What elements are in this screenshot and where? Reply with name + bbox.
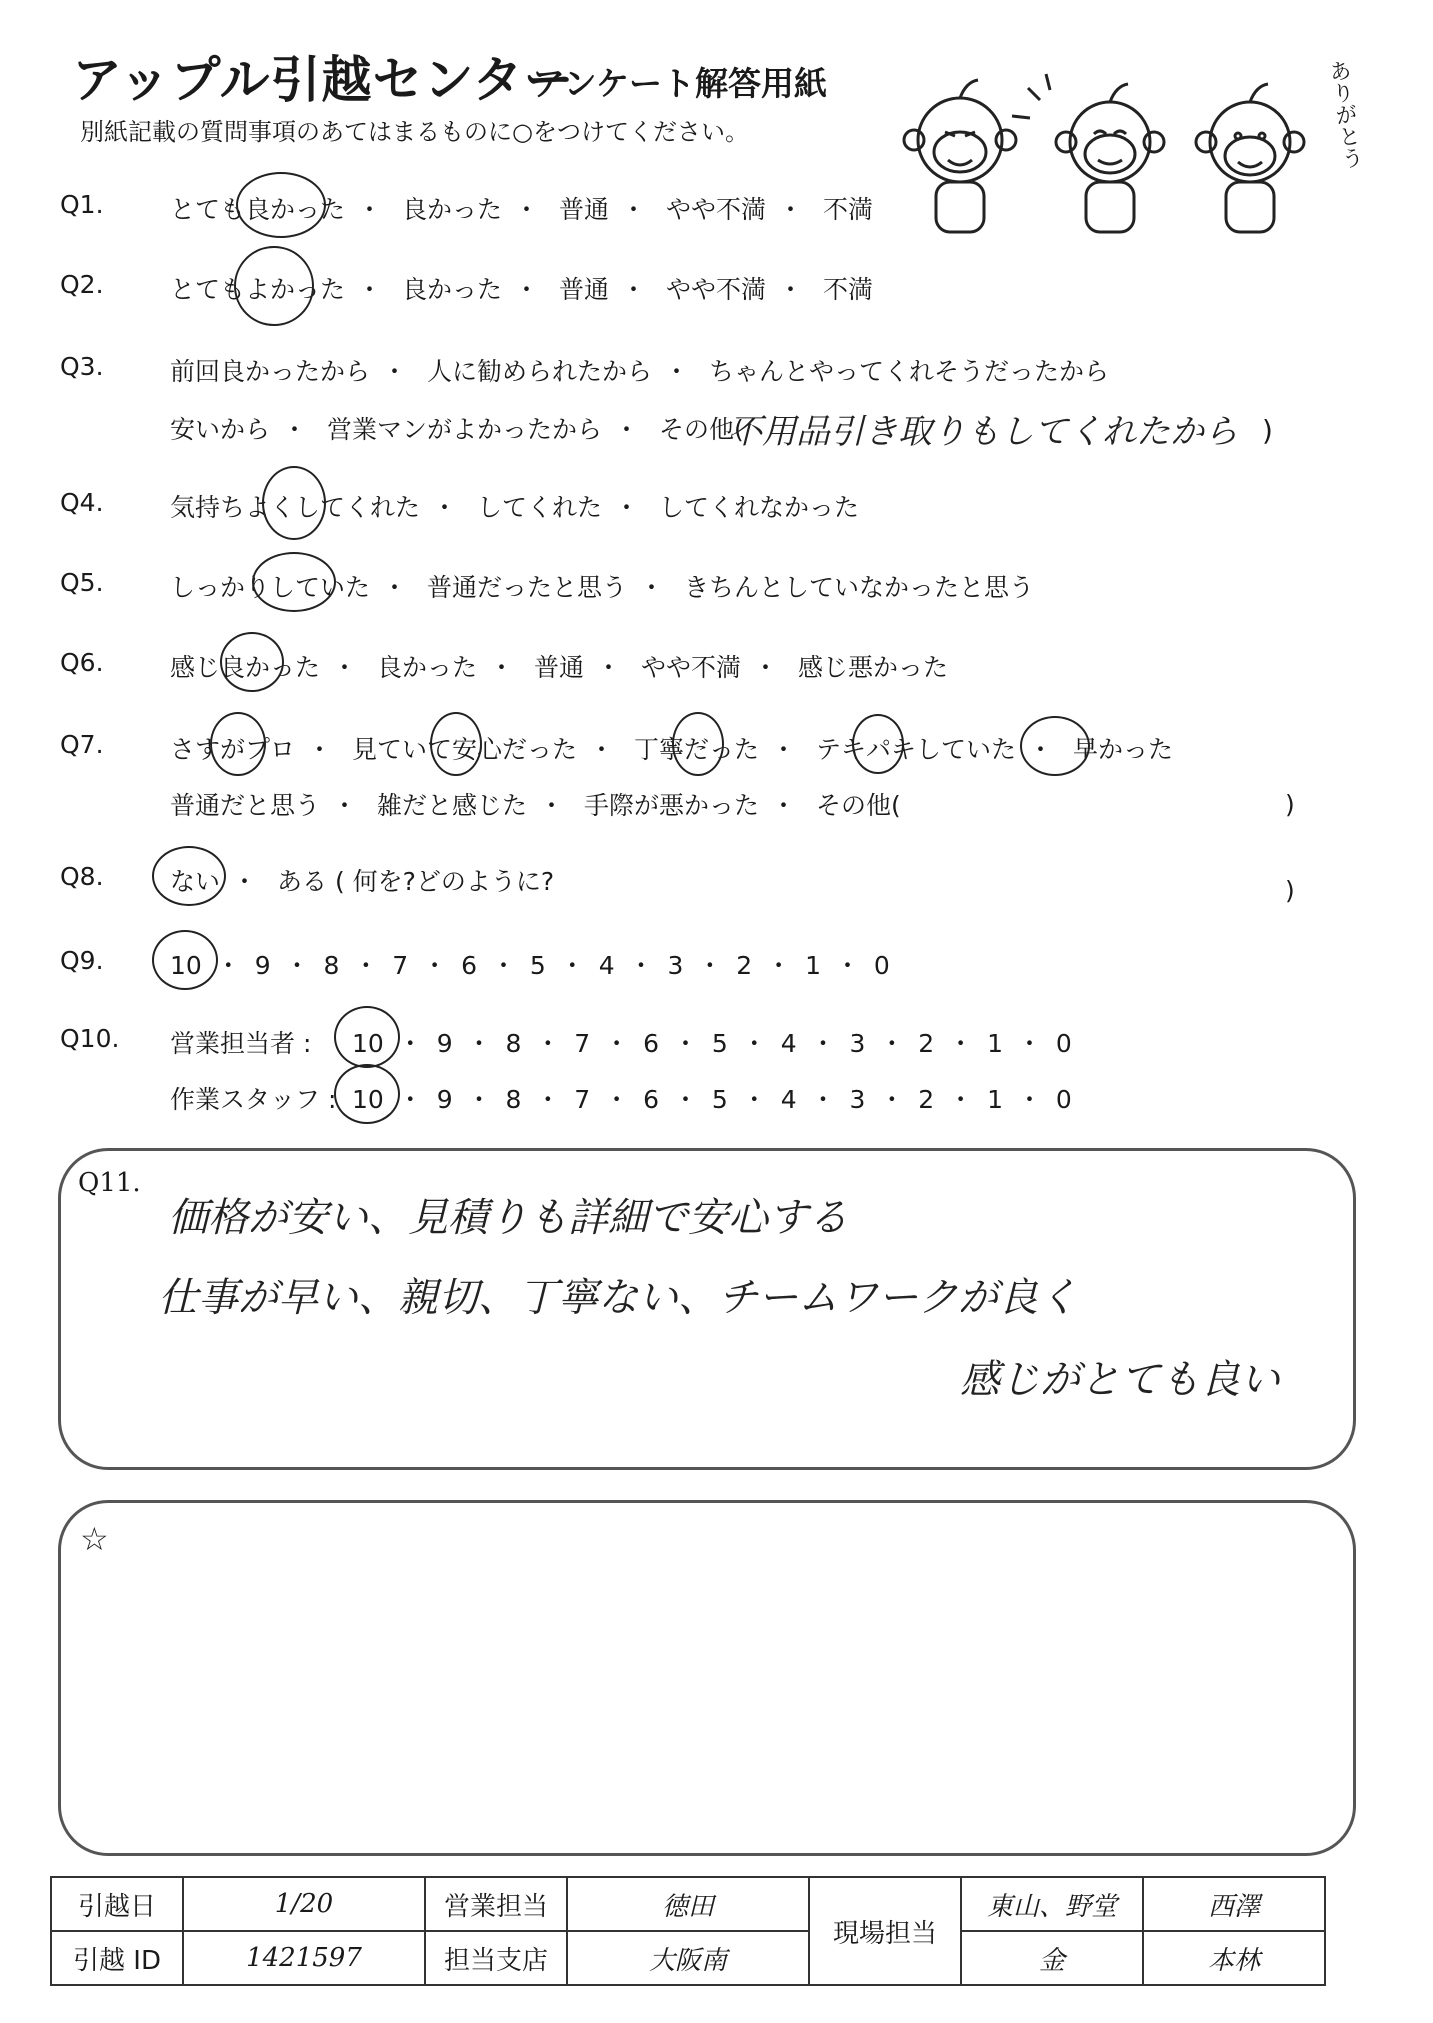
mascot-caption: ありがとう — [1324, 58, 1365, 171]
q2-answer-circle — [234, 246, 314, 326]
q1-label: Q1. — [60, 190, 104, 219]
q8-label: Q8. — [60, 862, 104, 891]
move-info-table — [50, 1876, 1326, 1986]
q7-option-9[interactable]: その他( — [815, 791, 901, 820]
q2-option-2[interactable]: 良かった — [401, 275, 502, 304]
q3-options-row1: 前回良かったから ・ 人に勧められたから ・ ちゃんとやってくれそうだったから — [170, 357, 1109, 386]
q8-option-1[interactable]: ない — [170, 867, 221, 896]
q6-label: Q6. — [60, 648, 104, 677]
q7-answer-circle-2 — [430, 712, 482, 776]
q4-option-2[interactable]: してくれた — [476, 493, 602, 522]
branch-label: 担当支店 — [425, 1931, 567, 1985]
q11-comment-line-1: 価格が安い、見積りも詳細で安心する — [168, 1195, 848, 1241]
q6-option-5[interactable]: 感じ悪かった — [797, 653, 948, 682]
move-date-label: 引越日 — [51, 1877, 183, 1931]
instruction-text: 別紙記載の質問事項のあてはまるものに○をつけてください。 — [80, 118, 749, 146]
q1-answer-circle — [236, 172, 326, 238]
q7-option-2[interactable]: 見ていて安心だった — [351, 735, 577, 764]
q9-label: Q9. — [60, 946, 104, 975]
site-staff-name-1: 東山 — [986, 1891, 1039, 1922]
q1-option-5[interactable]: 不満 — [822, 195, 873, 224]
q6-option-1[interactable]: 感じ良かった — [170, 653, 321, 682]
q4-option-3[interactable]: してくれなかった — [658, 493, 859, 522]
q6-option-2[interactable]: 良かった — [376, 653, 477, 682]
q7-option-5[interactable]: 早かった — [1072, 735, 1173, 764]
q7-option-1[interactable]: さすがプロ — [170, 735, 296, 764]
q7-option-4[interactable]: テキパキしていた — [815, 735, 1016, 764]
q3-other-close: ) — [1262, 414, 1273, 447]
q6-option-4[interactable]: やや不満 — [640, 653, 741, 682]
q5-option-1[interactable]: しっかりしていた — [170, 573, 371, 602]
q4-option-1[interactable]: 気持ちよくしてくれた — [170, 493, 421, 522]
q2-option-1[interactable]: とてもよかった — [170, 275, 346, 304]
q4-answer-circle — [262, 466, 326, 540]
q1-option-2[interactable]: 良かった — [401, 195, 502, 224]
q5-option-3[interactable]: きちんとしていなかったと思う — [683, 573, 1034, 602]
q2-option-5[interactable]: 不満 — [822, 275, 873, 304]
q7-option-3[interactable]: 丁寧だった — [633, 735, 759, 764]
q5-label: Q5. — [60, 568, 104, 597]
q8-option-3: ( 何を?どのように? — [334, 867, 555, 896]
q3-options-row2: 安いから ・ 営業マンがよかったから ・ その他( — [170, 415, 744, 444]
move-date-value[interactable]: 1/20 — [183, 1877, 425, 1931]
site-staff-name-2: 野堂 — [1065, 1891, 1118, 1922]
q8-option-2[interactable]: ある — [276, 867, 327, 896]
q3-option-4[interactable]: 安いから — [170, 415, 271, 444]
q2-options: とてもよかった ・ 良かった ・ 普通 ・ やや不満 ・ 不満 — [170, 275, 873, 304]
q7-answer-circle-3 — [672, 712, 724, 776]
site-staff-label: 現場担当 — [809, 1877, 961, 1985]
q7-answer-circle-5 — [1020, 716, 1090, 776]
q7-option-7[interactable]: 雑だと感じた — [376, 791, 527, 820]
q2-option-4[interactable]: やや不満 — [665, 275, 766, 304]
q5-option-2[interactable]: 普通だったと思う — [426, 573, 627, 602]
q1-option-4[interactable]: やや不満 — [665, 195, 766, 224]
q1-option-1[interactable]: とても良かった — [170, 195, 346, 224]
q7-option-6[interactable]: 普通だと思う — [170, 791, 321, 820]
q5-options: しっかりしていた ・ 普通だったと思う ・ きちんとしていなかったと思う — [170, 573, 1034, 602]
q10-staff-scale[interactable]: 10 ・ 9 ・ 8 ・ 7 ・ 6 ・ 5 ・ 4 ・ 3 ・ 2 ・ 1 ・ 0 — [352, 1085, 1072, 1114]
star-icon: ☆ — [80, 1520, 109, 1558]
site-staff-5[interactable]: 本林 — [1143, 1931, 1325, 1985]
site-staff-3[interactable]: 西澤 — [1143, 1877, 1325, 1931]
q9-answer-circle — [152, 930, 218, 990]
q10-sales-scale[interactable]: 10 ・ 9 ・ 8 ・ 7 ・ 6 ・ 5 ・ 4 ・ 3 ・ 2 ・ 1 ・ 0 — [352, 1029, 1072, 1058]
q10-sales-label: 営業担当者 : — [170, 1029, 312, 1058]
q5-answer-circle — [252, 552, 336, 612]
q8-answer-circle — [152, 846, 226, 906]
q10-sales-answer-circle — [334, 1006, 400, 1068]
q3-other-answer[interactable]: 不用品引き取りもしてくれたから — [728, 412, 1238, 452]
q7-answer-circle-4 — [852, 714, 904, 774]
q6-answer-circle — [220, 632, 284, 692]
branch-value[interactable]: 大阪南 — [567, 1931, 809, 1985]
q1-options: とても良かった ・ 良かった ・ 普通 ・ やや不満 ・ 不満 — [170, 195, 873, 224]
q7-answer-circle-1 — [210, 712, 266, 776]
form-subtitle: アンケート解答用紙 — [532, 64, 828, 103]
q11-comment-line-3: 感じがとても良い — [960, 1357, 1280, 1403]
monkey-mascots-illustration — [890, 60, 1350, 240]
move-id-value[interactable]: 1421597 — [183, 1931, 425, 1985]
q3-option-3[interactable]: ちゃんとやってくれそうだったから — [708, 357, 1109, 386]
form-title: アップル引越センター — [72, 51, 575, 109]
q6-options: 感じ良かった ・ 良かった ・ 普通 ・ やや不満 ・ 感じ悪かった — [170, 653, 948, 682]
q3-option-6[interactable]: その他( — [658, 415, 744, 444]
q7-options-row1: さすがプロ ・ 見ていて安心だった ・ 丁寧だった ・ テキパキしていた ・ 早かった — [170, 735, 1173, 764]
free-comment-box[interactable] — [58, 1500, 1356, 1856]
q3-option-5[interactable]: 営業マンがよかったから — [326, 415, 602, 444]
q6-option-3[interactable]: 普通 — [533, 653, 584, 682]
q4-label: Q4. — [60, 488, 104, 517]
move-id-label: 引越 ID — [51, 1931, 183, 1985]
site-staff-1[interactable]: 東山、野堂 — [961, 1877, 1143, 1931]
q10-staff-label: 作業スタッフ : — [170, 1085, 337, 1114]
sales-staff-label: 営業担当 — [425, 1877, 567, 1931]
q2-option-3[interactable]: 普通 — [558, 275, 609, 304]
q3-option-1[interactable]: 前回良かったから — [170, 357, 371, 386]
q9-scale[interactable]: 10 ・ 9 ・ 8 ・ 7 ・ 6 ・ 5 ・ 4 ・ 3 ・ 2 ・ 1 ・ 0 — [170, 951, 890, 980]
site-staff-4[interactable]: 金 — [961, 1931, 1143, 1985]
q1-option-3[interactable]: 普通 — [558, 195, 609, 224]
q11-label: Q11. — [78, 1168, 141, 1198]
q3-label: Q3. — [60, 352, 104, 381]
q4-options: 気持ちよくしてくれた ・ してくれた ・ してくれなかった — [170, 493, 859, 522]
q8-options: ない ・ ある ( 何を?どのように? — [170, 867, 555, 896]
q7-other-close: ) — [1285, 790, 1295, 819]
q2-label: Q2. — [60, 270, 104, 299]
q7-option-8[interactable]: 手際が悪かった — [583, 791, 759, 820]
q8-close: ) — [1285, 876, 1295, 905]
q11-comment-line-2: 仕事が早い、親切、丁寧ない、チームワークが良く — [158, 1275, 1078, 1321]
q7-label: Q7. — [60, 730, 104, 759]
q10-label: Q10. — [60, 1024, 120, 1053]
q7-options-row2: 普通だと思う ・ 雑だと感じた ・ 手際が悪かった ・ その他( — [170, 791, 901, 820]
q3-option-2[interactable]: 人に勧められたから — [426, 357, 652, 386]
q10-staff-answer-circle — [334, 1064, 400, 1124]
sales-staff-value[interactable]: 徳田 — [567, 1877, 809, 1931]
